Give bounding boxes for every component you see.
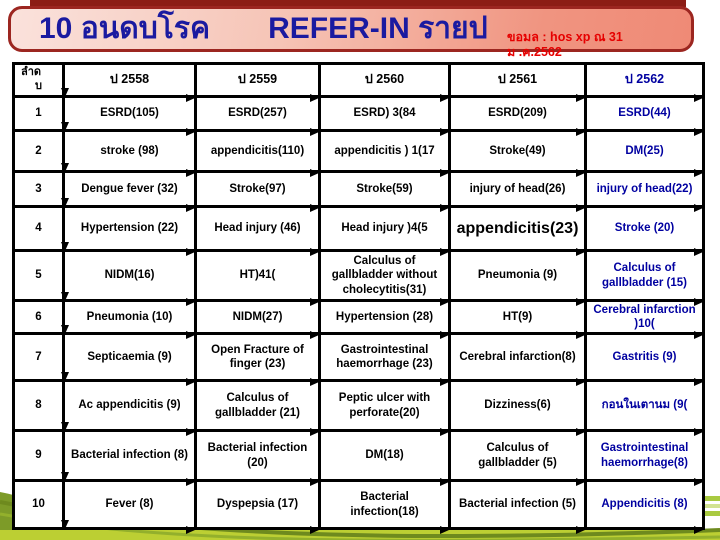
disease-cell: Head injury (46) [197, 208, 321, 252]
disease-cell: HT)41( [197, 252, 321, 302]
disease-cell: Stroke(49) [451, 132, 587, 173]
rank-header-cell [15, 65, 65, 98]
disease-cell: HT(9) [451, 302, 587, 335]
disease-cell: appendicitis(110) [197, 132, 321, 173]
slide-title [11, 14, 488, 44]
disease-cell: ESRD(257) [197, 98, 321, 132]
disease-cell: ESRD) 3(84 [321, 98, 451, 132]
rank-cell: 2 [15, 132, 65, 173]
disease-cell: Bacterial infection(18) [321, 482, 451, 530]
rank-cell: 4 [15, 208, 65, 252]
disease-cell: Dyspepsia (17) [197, 482, 321, 530]
disease-cell: injury of head(22) [587, 173, 705, 208]
disease-cell: Calculus of gallbladder (5) [451, 432, 587, 482]
disease-cell: Bacterial infection (5) [451, 482, 587, 530]
rank-cell: 3 [15, 173, 65, 208]
rank-cell: 9 [15, 432, 65, 482]
disease-cell: Head injury )4(5 [321, 208, 451, 252]
rank-cell: 6 [15, 302, 65, 335]
disease-cell: Dizziness(6) [451, 382, 587, 432]
disease-cell: Calculus of gallbladder (15) [587, 252, 705, 302]
year-header-2562: ป 2562 [587, 65, 705, 98]
rank-cell: 10 [15, 482, 65, 530]
disease-cell: DM(25) [587, 132, 705, 173]
disease-cell: Cerebral infarction(8) [451, 335, 587, 382]
disease-cell: Bacterial infection (8) [65, 432, 197, 482]
rank-cell: 1 [15, 98, 65, 132]
year-header-2558: ป 2558 [65, 65, 197, 98]
disease-cell: Calculus of gallbladder (21) [197, 382, 321, 432]
disease-cell: NIDM(27) [197, 302, 321, 335]
slide-title-thai: 10 อนดบโรค [39, 12, 211, 45]
disease-cell: Appendicitis (8) [587, 482, 705, 530]
rank-header-line2: บ [35, 80, 42, 92]
disease-cell: Peptic ulcer with perforate(20) [321, 382, 451, 432]
disease-cell: stroke (98) [65, 132, 197, 173]
title-banner [8, 6, 694, 59]
disease-cell: Bacterial infection (20) [197, 432, 321, 482]
disease-cell: appendicitis(23) [451, 208, 587, 252]
disease-cell: Gastritis (9) [587, 335, 705, 382]
disease-cell: Septicaemia (9) [65, 335, 197, 382]
disease-cell: DM(18) [321, 432, 451, 482]
note-line-1: ขอมล : hos xp ณ 31 [507, 30, 623, 44]
rank-cell: 8 [15, 382, 65, 432]
disease-cell: Hypertension (22) [65, 208, 197, 252]
disease-cell: NIDM(16) [65, 252, 197, 302]
disease-cell: Pneumonia (9) [451, 252, 587, 302]
disease-cell: Stroke(59) [321, 173, 451, 208]
disease-cell: Ac appendicitis (9) [65, 382, 197, 432]
disease-cell: Pneumonia (10) [65, 302, 197, 335]
disease-cell: ESRD(44) [587, 98, 705, 132]
disease-cell: ESRD(105) [65, 98, 197, 132]
disease-cell: ESRD(209) [451, 98, 587, 132]
disease-cell: Open Fracture of finger (23) [197, 335, 321, 382]
rank-cell: 7 [15, 335, 65, 382]
year-header-2559: ป 2559 [197, 65, 321, 98]
disease-cell: appendicitis ) 1(17 [321, 132, 451, 173]
disease-cell: injury of head(26) [451, 173, 587, 208]
disease-cell: Stroke(97) [197, 173, 321, 208]
year-header-2560: ป 2560 [321, 65, 451, 98]
disease-cell: Gastrointestinal haemorrhage(8) [587, 432, 705, 482]
disease-cell: Cerebral infarction )10( [587, 302, 705, 335]
refer-in-table [12, 62, 705, 530]
disease-cell: Gastrointestinal haemorrhage (23) [321, 335, 451, 382]
disease-cell: Dengue fever (32) [65, 173, 197, 208]
slide-title-refer-in: REFER-IN รายป [268, 12, 488, 45]
year-header-2561: ป 2561 [451, 65, 587, 98]
disease-cell: Calculus of gallbladder without cholecytitis(31) [321, 252, 451, 302]
disease-cell: Fever (8) [65, 482, 197, 530]
note-line-2: ม .ค.2562 [507, 45, 562, 59]
disease-cell: Hypertension (28) [321, 302, 451, 335]
rank-cell: 5 [15, 252, 65, 302]
rank-header-line1: ลำด [21, 66, 42, 79]
disease-cell: กอนในเตานม (9( [587, 382, 705, 432]
data-source-note [507, 30, 717, 60]
disease-cell: Stroke (20) [587, 208, 705, 252]
